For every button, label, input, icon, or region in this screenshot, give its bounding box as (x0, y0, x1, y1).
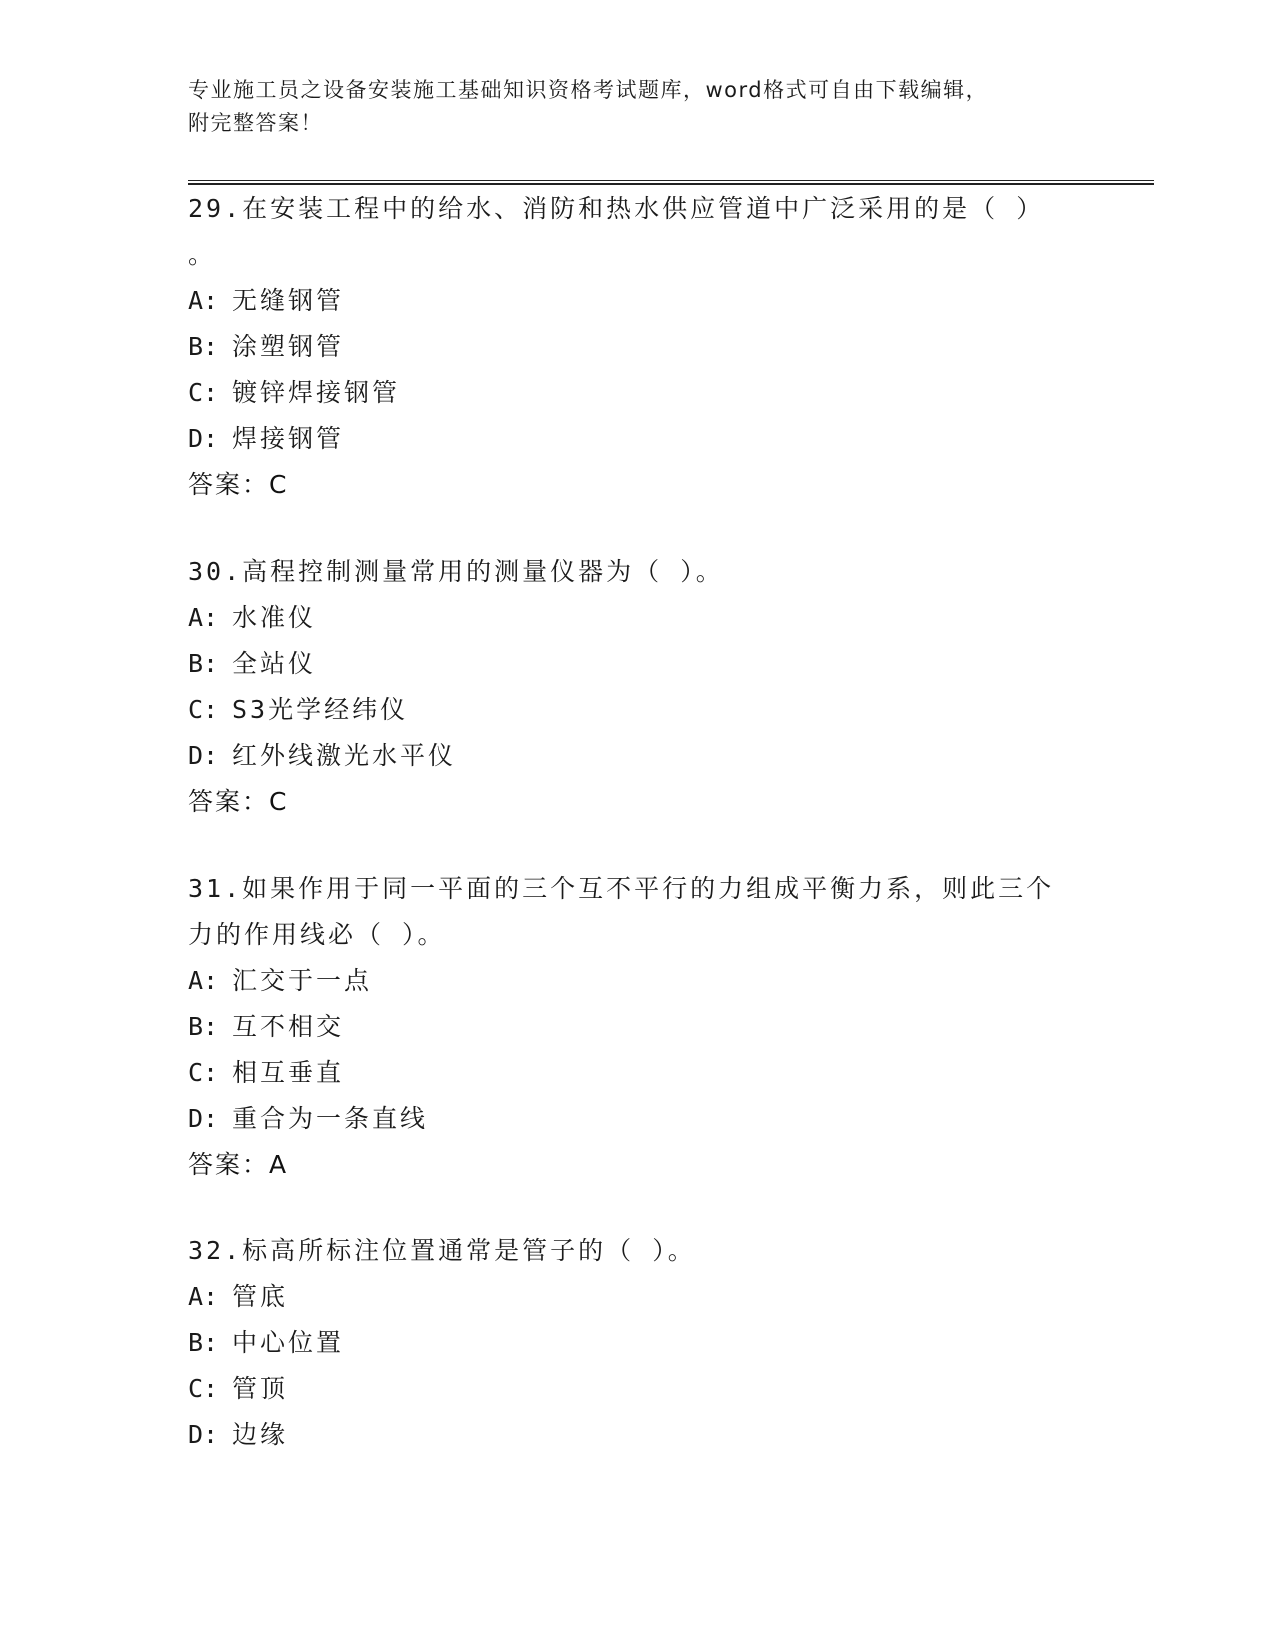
question-31 (188, 866, 1088, 1188)
option-text: 相互垂直 (232, 1058, 345, 1087)
option-text: 无缝钢管 (232, 286, 345, 315)
option-text: 全站仪 (232, 649, 317, 678)
header-line-2: 附完整答案！ (188, 111, 323, 135)
document-header (188, 74, 1088, 140)
option-text: 涂塑钢管 (232, 332, 345, 361)
option-a (188, 278, 1088, 324)
option-b (188, 641, 1088, 687)
option-d (188, 1412, 1088, 1458)
option-b (188, 324, 1088, 370)
option-text: 中心位置 (232, 1328, 345, 1357)
option-a (188, 958, 1088, 1004)
option-letter: C: (188, 378, 219, 407)
question-stem-continued: 。 (188, 240, 217, 269)
option-c (188, 1366, 1088, 1412)
option-d (188, 733, 1088, 779)
option-a (188, 1274, 1088, 1320)
question-30 (188, 549, 1088, 825)
option-letter: A: (188, 286, 219, 315)
header-divider-thin (188, 180, 1154, 181)
option-d (188, 416, 1088, 462)
option-letter: D: (188, 1104, 219, 1133)
option-text: S3光学经纬仪 (232, 695, 409, 724)
question-32 (188, 1228, 1088, 1458)
option-c (188, 1050, 1088, 1096)
option-b (188, 1320, 1088, 1366)
option-a (188, 595, 1088, 641)
option-text: 互不相交 (232, 1012, 345, 1041)
option-letter: C: (188, 1374, 219, 1403)
option-letter: A: (188, 966, 219, 995)
option-letter: C: (188, 1058, 219, 1087)
option-text: 水准仪 (232, 603, 317, 632)
answer-line: 答案：C (188, 787, 289, 816)
option-c (188, 370, 1088, 416)
option-letter: B: (188, 1012, 219, 1041)
option-letter: D: (188, 741, 219, 770)
option-text: 管底 (232, 1282, 289, 1311)
option-text: 焊接钢管 (232, 424, 345, 453)
option-c (188, 687, 1088, 733)
question-stem: 31.如果作用于同一平面的三个互不平行的力组成平衡力系，则此三个 (188, 874, 1055, 903)
option-text: 汇交于一点 (232, 966, 373, 995)
option-letter: A: (188, 1282, 219, 1311)
option-letter: C: (188, 695, 219, 724)
option-letter: B: (188, 332, 219, 361)
question-stem: 32.标高所标注位置通常是管子的（ ）。 (188, 1236, 696, 1265)
question-stem: 30.高程控制测量常用的测量仪器为（ ）。 (188, 557, 724, 586)
option-text: 重合为一条直线 (232, 1104, 429, 1133)
option-letter: D: (188, 1420, 219, 1449)
option-text: 红外线激光水平仪 (232, 741, 457, 770)
option-text: 镀锌焊接钢管 (232, 378, 401, 407)
option-b (188, 1004, 1088, 1050)
option-letter: B: (188, 649, 219, 678)
option-letter: B: (188, 1328, 219, 1357)
option-text: 边缘 (232, 1420, 289, 1449)
option-letter: D: (188, 424, 219, 453)
header-line-1: 专业施工员之设备安装施工基础知识资格考试题库，word格式可自由下载编辑， (188, 78, 989, 102)
header-divider-thick (188, 183, 1154, 185)
option-text: 管顶 (232, 1374, 289, 1403)
option-d (188, 1096, 1088, 1142)
option-letter: A: (188, 603, 219, 632)
question-stem: 29.在安装工程中的给水、消防和热水供应管道中广泛采用的是（ ） (188, 194, 1045, 223)
question-stem-continued: 力的作用线必（ ）。 (188, 920, 446, 949)
question-29 (188, 186, 1088, 508)
answer-line: 答案：C (188, 470, 289, 499)
answer-line: 答案：A (188, 1150, 289, 1179)
